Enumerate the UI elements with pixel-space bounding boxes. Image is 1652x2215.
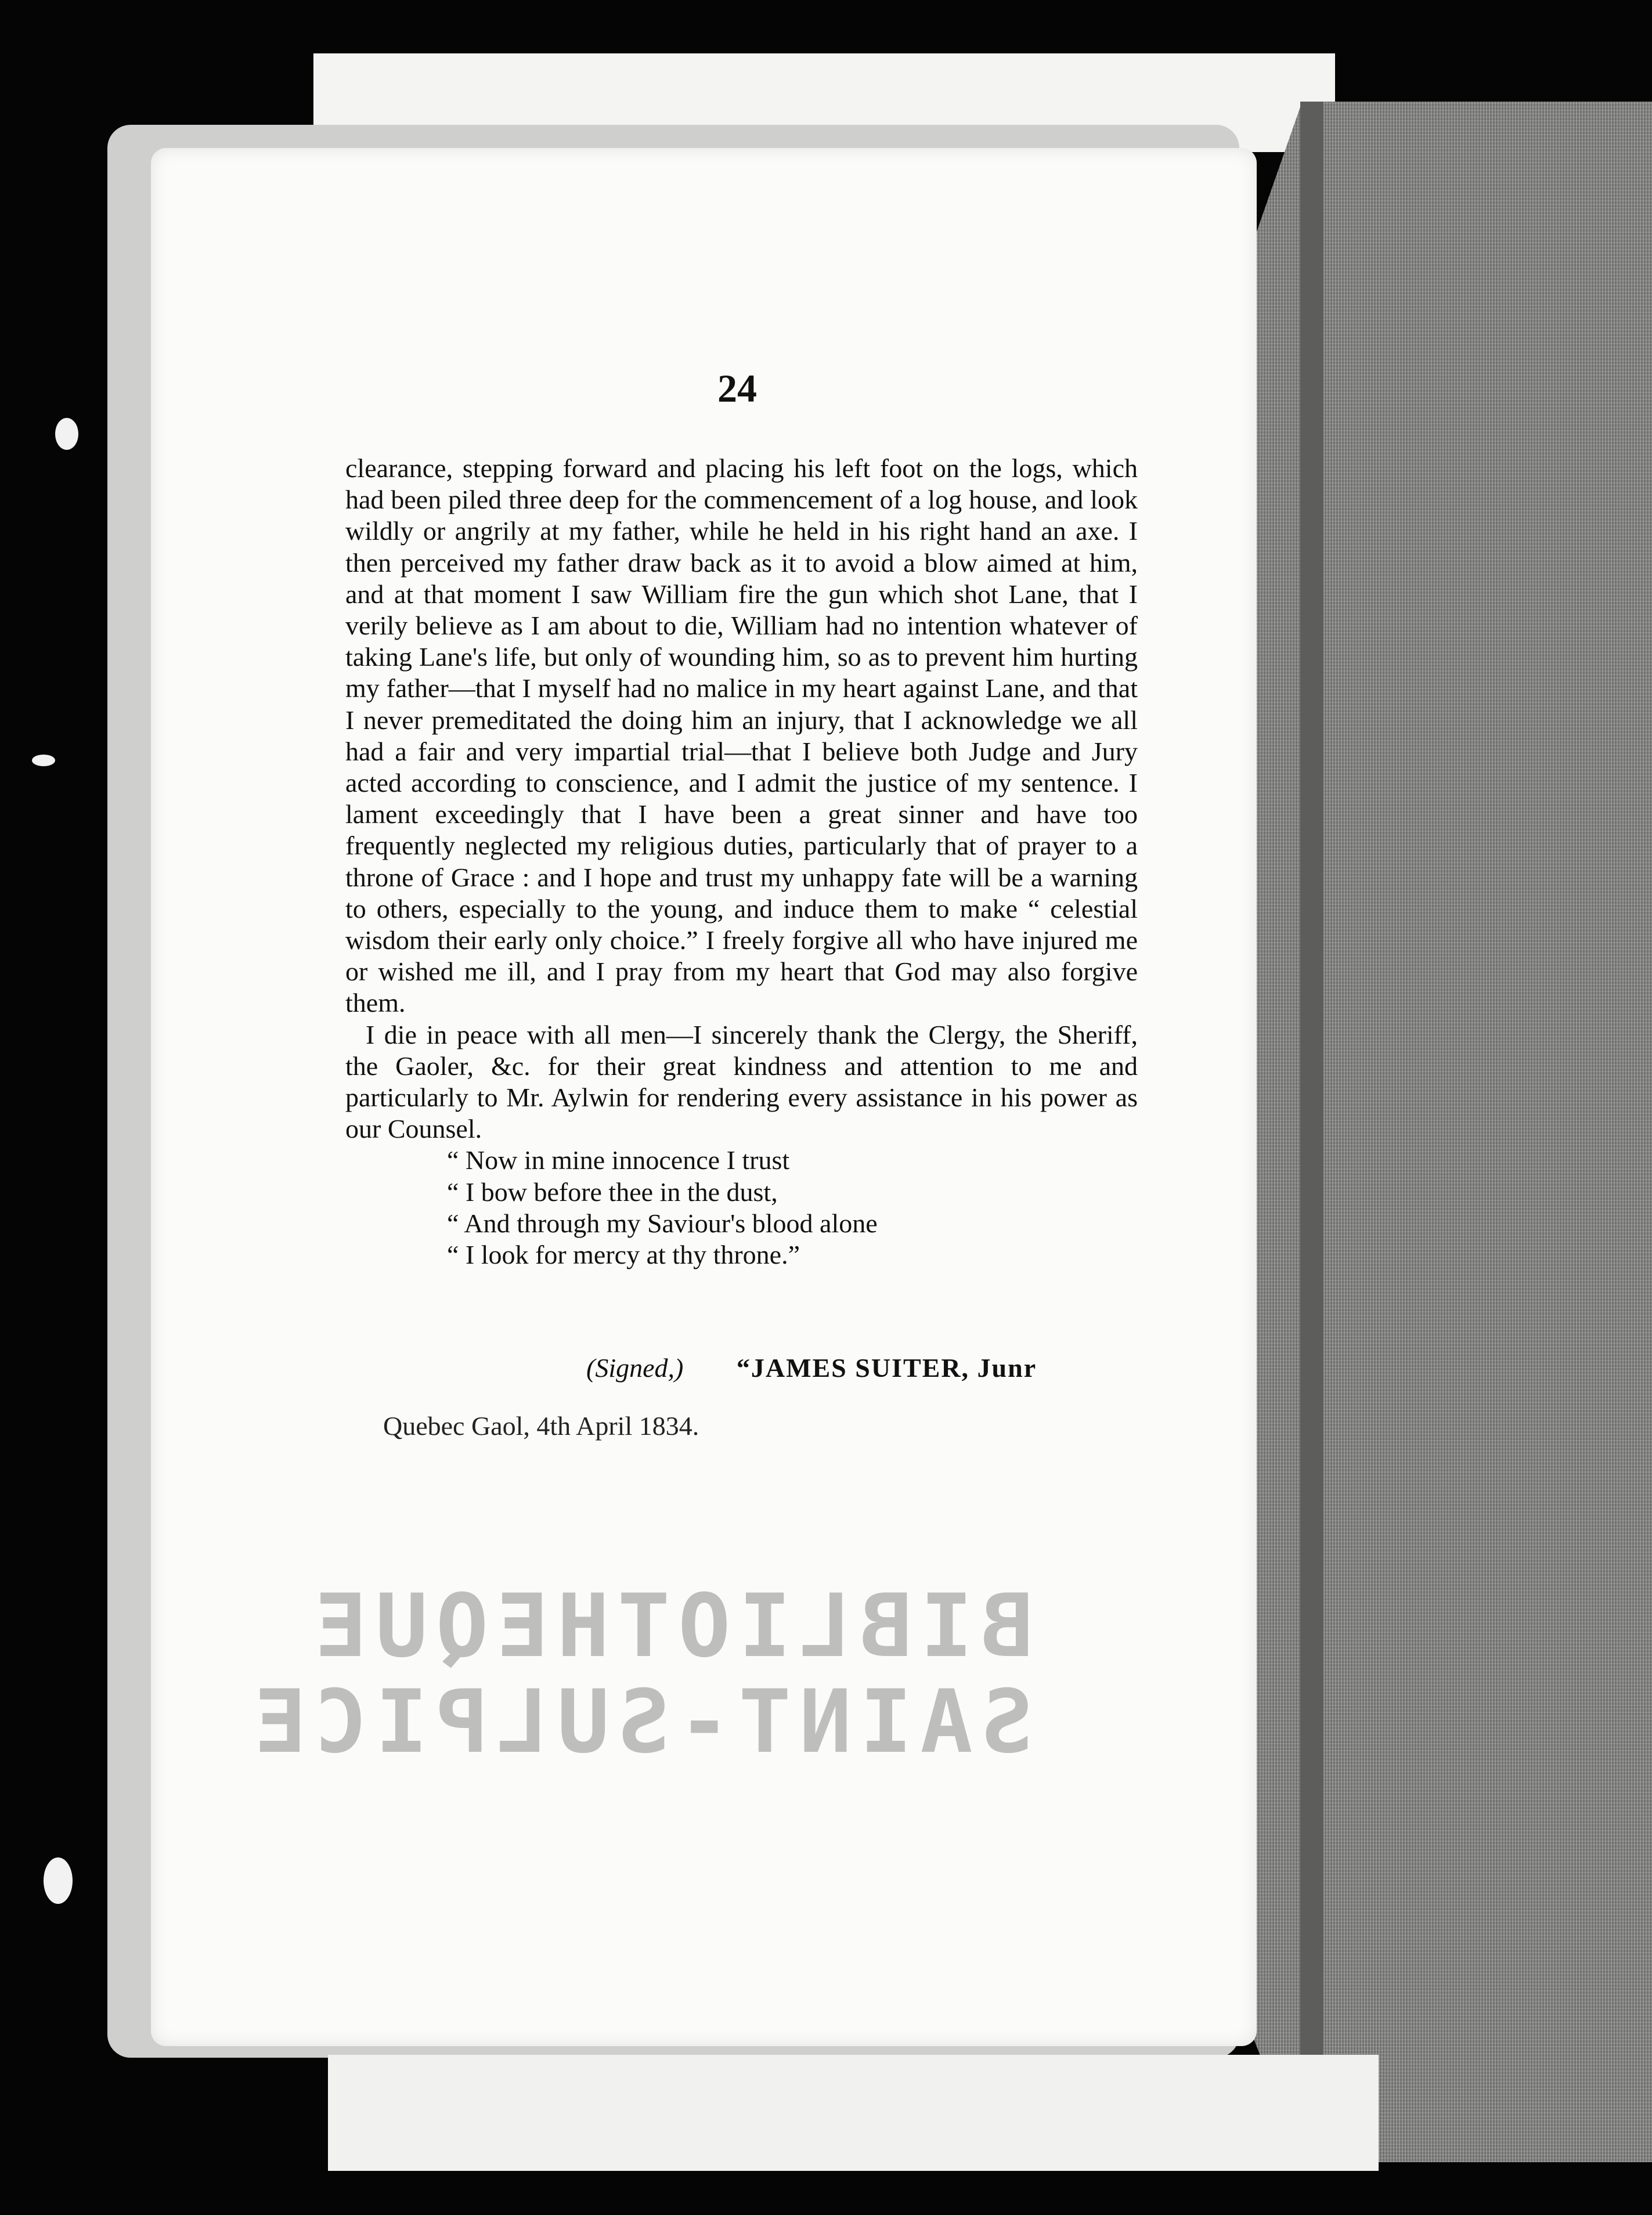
verse-line: “ I bow before thee in the dust, [447,1177,778,1207]
margin-speck [44,1857,73,1904]
stamp-line-1: BIBLIOTHEQUE [306,1576,1033,1677]
margin-speck [55,418,78,450]
library-perforation-stamp [246,1576,1033,1773]
body-text [345,453,1138,1271]
stamp-line-2: SAINT-SULPICE [246,1672,1033,1773]
signed-label: (Signed,) [586,1353,684,1383]
signature-line [586,1352,1138,1383]
margin-speck [32,755,55,766]
verse-line: “ Now in mine innocence I trust [447,1145,790,1175]
paragraph-thanks: I die in peace with all men—I sincerely thank the Clergy, the Sheriff, the Gaoler, &c. for their great kindness and attention to me and particularly to Mr. Aylwin for rendering every assistance in his power as our Counsel. [345,1019,1138,1144]
book-spine-edge [1300,102,1323,2162]
verse-line: “ And through my Saviour's blood alone [447,1208,878,1238]
dateline: Quebec Gaol, 4th April 1834. [383,1411,699,1441]
paragraph-confession: clearance, stepping forward and placing his left foot on the logs, which had been piled three deep for the commencement of a log house, and look wildly or angrily at my father, while he held in his right hand an axe. I then perceived my father draw back as it to avoid a blow aimed at him, and at that moment I saw William fire the gun which shot Lane, that I verily believe as I am about to die, William had no intention whatever of taking Lane's life, but only of wounding him, so as to prevent him hurting my father—that I myself had no malice in my heart against Lane, and that I never premeditated the doing him an injury, that I acknowledge we all had a fair and very impartial trial—that I believe both Judge and Jury acted according to conscience, and I admit the justice of my sentence. I lament exceedingly that I have been a great sinner and have too frequently neglected my religious duties, particularly that of prayer to a throne of Grace : and I hope and trust my unhappy fate will be a warning to others, especially to the young, and induce them to make “ celestial wisdom their early only choice.” I freely forgive all who have injured me or wished me ill, and I pray from my heart that God may also forgive them. [345,453,1138,1018]
verse-line: “ I look for mercy at thy throne.” [447,1240,800,1270]
signatory-name: “JAMES SUITER, Junr [736,1353,1037,1383]
page-number: 24 [717,366,757,410]
paper-slip-bottom [328,2055,1379,2171]
